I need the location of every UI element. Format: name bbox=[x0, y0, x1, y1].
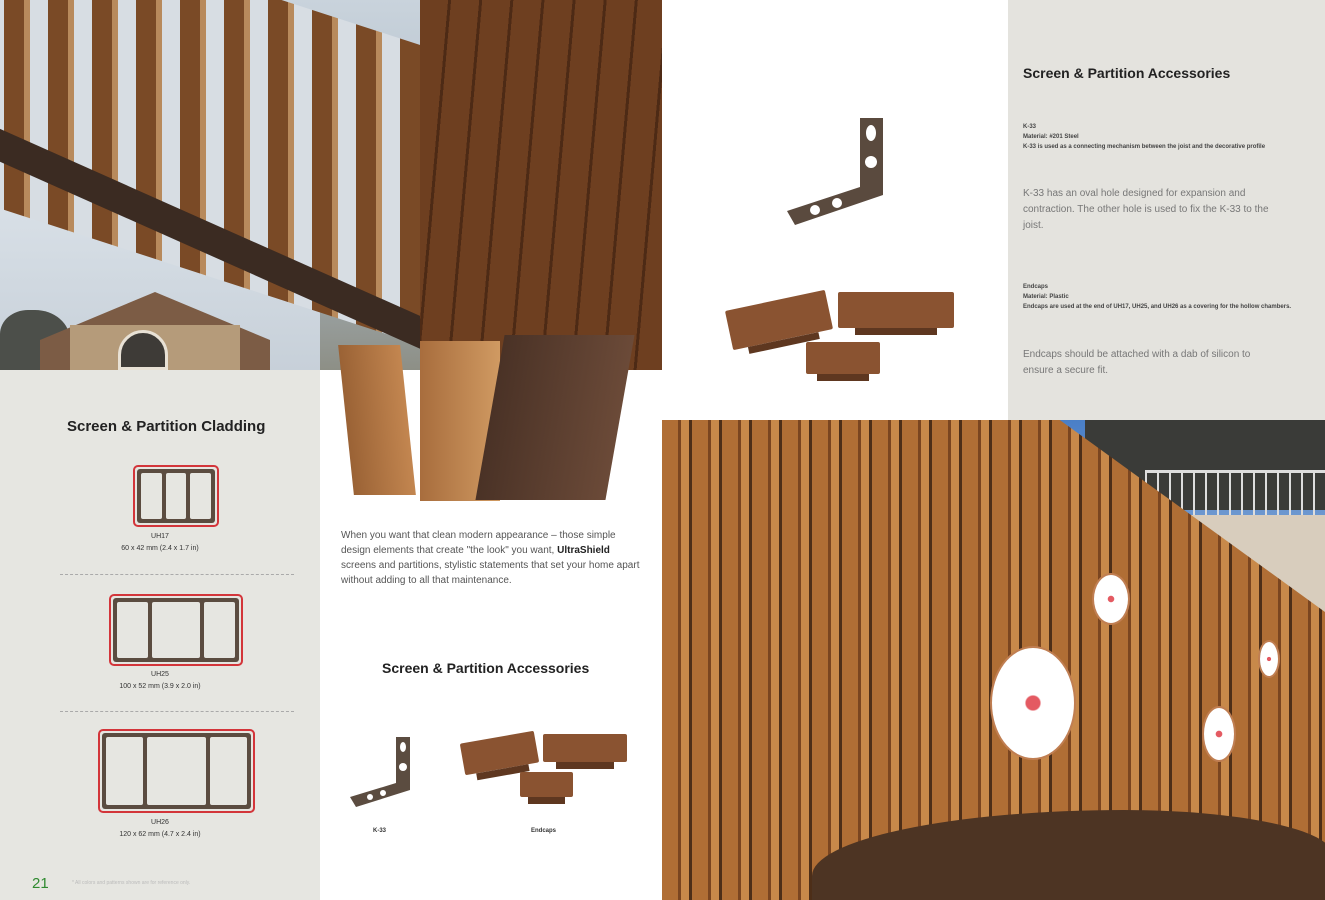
fence-photo bbox=[662, 420, 1325, 900]
endcap-small-3 bbox=[520, 772, 573, 797]
k33-bracket-large bbox=[785, 115, 895, 230]
endcap-small-2 bbox=[543, 734, 627, 762]
cladding-title: Screen & Partition Cladding bbox=[67, 418, 266, 435]
profile-uh17-diagram bbox=[133, 465, 219, 527]
disclaimer: * All colors and patterns shown are for reference only. bbox=[72, 880, 191, 886]
profile-uh25-dims: 100 x 52 mm (3.9 x 2.0 in) bbox=[119, 683, 201, 690]
pergola-photo bbox=[0, 0, 662, 370]
endcap-large-2 bbox=[838, 292, 954, 328]
flower-ornament bbox=[1260, 642, 1278, 676]
pergola-ceiling bbox=[420, 0, 662, 370]
flower-ornament bbox=[1204, 708, 1234, 760]
k33-description: K-33 has an oval hole designed for expansion and contraction. The other hole is used to fix the K-33 to the joist. bbox=[1023, 188, 1269, 231]
endcaps-description: Endcaps should be attached with a dab of silicon to ensure a secure fit. bbox=[1023, 349, 1251, 376]
divider bbox=[60, 711, 294, 712]
k33-material: Material: #201 Steel bbox=[1023, 134, 1079, 140]
accessories-title: Screen & Partition Accessories bbox=[382, 660, 590, 676]
profile-uh26-code: UH26 bbox=[151, 819, 169, 826]
flower-ornament bbox=[1094, 575, 1128, 623]
page-number: 21 bbox=[32, 875, 49, 892]
endcap-small-1 bbox=[460, 731, 539, 776]
profile-bar-small bbox=[338, 345, 416, 495]
k33-label: K-33 bbox=[373, 828, 387, 834]
accessories-spec-title: Screen & Partition Accessories bbox=[1023, 65, 1231, 81]
k33-bracket-small bbox=[348, 735, 418, 810]
flower-ornament-large bbox=[992, 648, 1074, 758]
intro-paragraph: When you want that clean modern appearance – those simple design elements that create "the look" you want, UltraShield screens and partitions, stylistic statements that set your home apart without adding to all that maintenance. bbox=[341, 530, 640, 586]
k33-usage: K-33 is used as a connecting mechanism between the joist and the decorative profile bbox=[1023, 144, 1266, 150]
profile-uh25-code: UH25 bbox=[151, 671, 169, 678]
profiles-product-photo bbox=[340, 335, 630, 505]
profile-uh25-diagram bbox=[109, 594, 243, 666]
profile-uh26-dims: 120 x 62 mm (4.7 x 2.4 in) bbox=[119, 831, 201, 838]
profile-uh26-diagram bbox=[98, 729, 255, 813]
endcap-large-3 bbox=[806, 342, 880, 374]
profile-uh17-code: UH17 bbox=[151, 533, 169, 540]
k33-name: K-33 bbox=[1023, 124, 1037, 130]
endcaps-label: Endcaps bbox=[531, 828, 557, 834]
profile-bar-large bbox=[475, 335, 634, 500]
divider bbox=[60, 574, 294, 575]
endcaps-material: Material: Plastic bbox=[1023, 294, 1069, 300]
endcaps-name: Endcaps bbox=[1023, 284, 1049, 290]
endcaps-usage: Endcaps are used at the end of UH17, UH25, and UH26 as a covering for the hollow chambers. bbox=[1023, 304, 1292, 310]
profile-uh17-dims: 60 x 42 mm (2.4 x 1.7 in) bbox=[121, 545, 199, 552]
